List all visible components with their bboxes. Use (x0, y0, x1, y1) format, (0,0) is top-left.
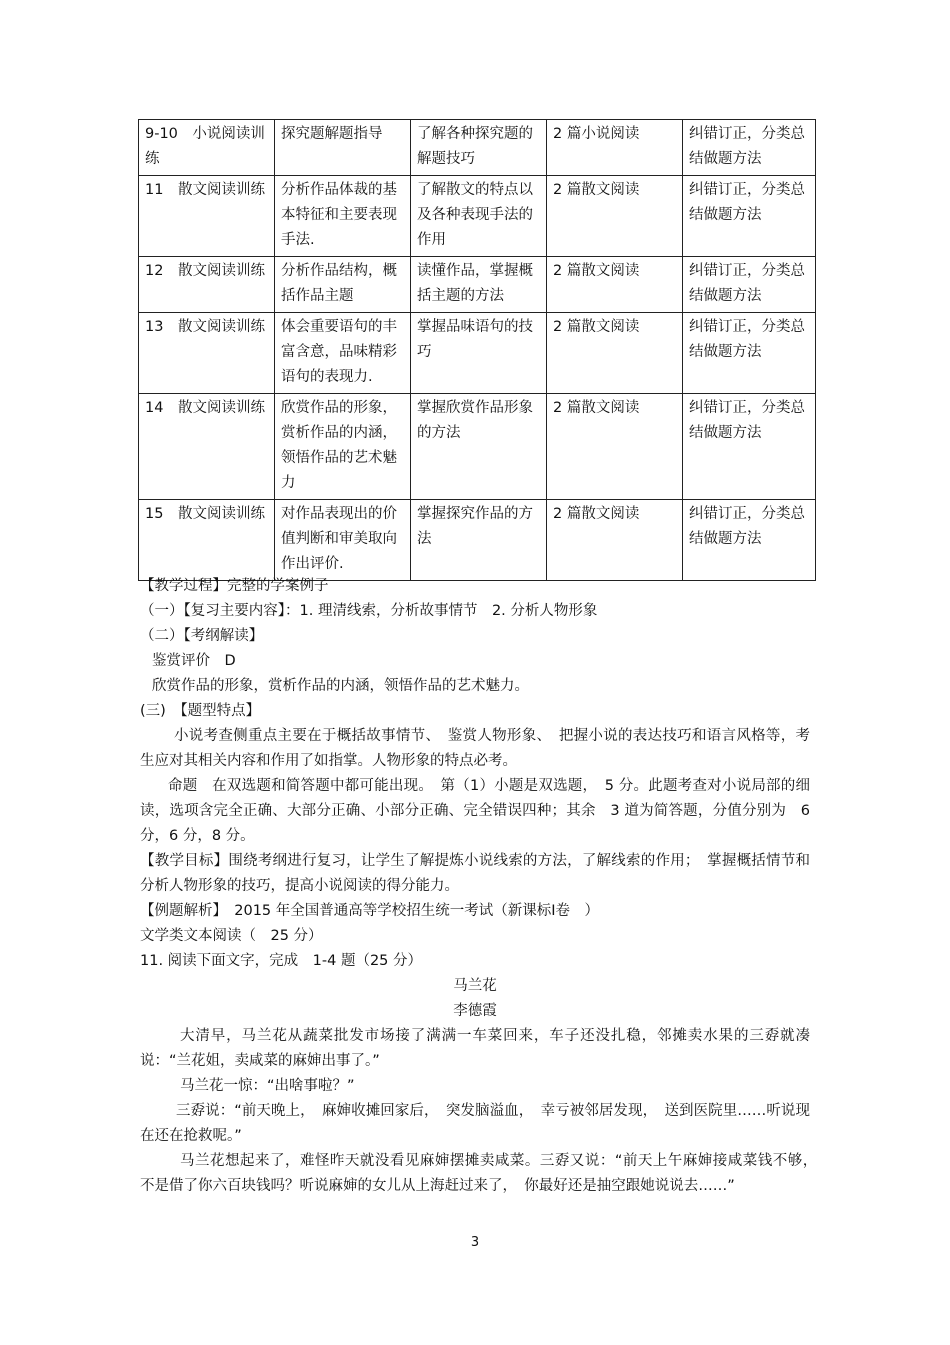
table-cell: 纠错订正，分类总结做题方法 (683, 257, 816, 313)
table-cell: 15 散文阅读训练 (139, 500, 275, 581)
table-cell: 12 散文阅读训练 (139, 257, 275, 313)
table-cell: 13 散文阅读训练 (139, 313, 275, 394)
story-paragraph: 马兰花一惊：“出啥事啦？” (180, 1078, 355, 1094)
table-row (139, 257, 816, 313)
table-cell: 14 散文阅读训练 (139, 394, 275, 500)
table-cell: 掌握欣赏作品形象的方法 (411, 394, 547, 500)
section-heading: 文学类文本阅读（ 25 分） (140, 928, 323, 944)
table-cell: 纠错订正，分类总结做题方法 (683, 500, 816, 581)
lesson-plan-table (138, 119, 816, 581)
ability-level: 鉴赏评价 D (152, 653, 236, 669)
question-features-heading: (三) 【题型特点】 (140, 703, 261, 719)
page-number: 3 (470, 1235, 480, 1250)
table-cell: 2 篇散文阅读 (547, 313, 683, 394)
table-cell: 探究题解题指导 (275, 120, 411, 176)
table-row (139, 120, 816, 176)
table-cell: 掌握品味语句的技巧 (411, 313, 547, 394)
review-content-line: （一）【复习主要内容】：1. 理清线索，分析故事情节 2. 分析人物形象 (140, 603, 598, 619)
table-cell: 欣赏作品的形象，赏析作品的内涵，领悟作品的艺术魅力 (275, 394, 411, 500)
table-cell: 纠错订正，分类总结做题方法 (683, 176, 816, 257)
teaching-process-heading: 【教学过程】完整的学案例子 (140, 578, 329, 594)
syllabus-heading: （二）【考纲解读】 (140, 628, 264, 644)
table-cell: 纠错订正，分类总结做题方法 (683, 120, 816, 176)
table-cell: 纠错订正，分类总结做题方法 (683, 394, 816, 500)
teaching-goal-paragraph: 【教学目标】围绕考纲进行复习，让学生了解提炼小说线索的方法，了解线索的作用； 掌握概括情节和分析人物形象的技巧，提高小说阅读的得分能力。 (140, 853, 810, 894)
table-row (139, 176, 816, 257)
table-cell: 2 篇散文阅读 (547, 500, 683, 581)
table-cell: 2 篇散文阅读 (547, 257, 683, 313)
story-paragraph: 马兰花想起来了，难怪昨天就没看见麻婶摆摊卖咸菜。三孬又说：“前天上午麻婶接咸菜钱不够， 不是借了你六百块钱吗？听说麻婶的女儿从上海赶过来了， 你最好还是抽空跟她说说去……” (140, 1153, 825, 1194)
table-cell: 读懂作品，掌握概括主题的方法 (411, 257, 547, 313)
table-cell: 对作品表现出的价值判断和审美取向作出评价. (275, 500, 411, 581)
document-body (140, 574, 825, 1199)
story-author: 李德霞 (453, 1003, 497, 1019)
table-cell: 2 篇散文阅读 (547, 394, 683, 500)
table-cell: 9-10 小说阅读训练 (139, 120, 275, 176)
features-paragraph: 命题 在双选题和简答题中都可能出现。 第（1）小题是双选题， 5 分。此题考查对小说局部的细读，选项含完全正确、大部分正确、小部分正确、完全错误四种；其余 3 道为简答题，分值分别为 6 分，6 分，8 分。 (140, 778, 810, 844)
story-paragraph: 三孬说：“前天晚上， 麻婶收摊回家后， 突发脑溢血， 幸亏被邻居发现， 送到医院里……听说现在还在抢救呢。” (140, 1103, 810, 1144)
table-cell: 分析作品结构，概括作品主题 (275, 257, 411, 313)
story-title: 马兰花 (453, 978, 497, 994)
table-cell: 体会重要语句的丰富含意，品味精彩语句的表现力. (275, 313, 411, 394)
table-row (139, 394, 816, 500)
story-paragraph: 大清早，马兰花从蔬菜批发市场接了满满一车菜回来，车子还没扎稳，邻摊卖水果的三孬就凑说：“兰花姐，卖咸菜的麻婶出事了。” (140, 1028, 810, 1069)
table-cell: 了解各种探究题的解题技巧 (411, 120, 547, 176)
question-prompt: 11. 阅读下面文字，完成 1-4 题（25 分） (140, 953, 423, 969)
syllabus-description: 欣赏作品的形象，赏析作品的内涵，领悟作品的艺术魅力。 (152, 678, 529, 694)
example-heading: 【例题解析】 2015 年全国普通高等学校招生统一考试（新课标Ⅰ卷 ） (140, 903, 600, 919)
table-row (139, 313, 816, 394)
table-cell: 2 篇散文阅读 (547, 176, 683, 257)
table-cell: 11 散文阅读训练 (139, 176, 275, 257)
table-row (139, 500, 816, 581)
table-cell: 了解散文的特点以及各种表现手法的作用 (411, 176, 547, 257)
table-cell: 纠错订正，分类总结做题方法 (683, 313, 816, 394)
features-paragraph: 小说考查侧重点主要在于概括故事情节、 鉴赏人物形象、 把握小说的表达技巧和语言风格等，考生应对其相关内容和作用了如指掌。人物形象的特点必考。 (140, 728, 810, 769)
table-cell: 分析作品体裁的基本特征和主要表现手法. (275, 176, 411, 257)
table-cell: 掌握探究作品的方法 (411, 500, 547, 581)
table-cell: 2 篇小说阅读 (547, 120, 683, 176)
